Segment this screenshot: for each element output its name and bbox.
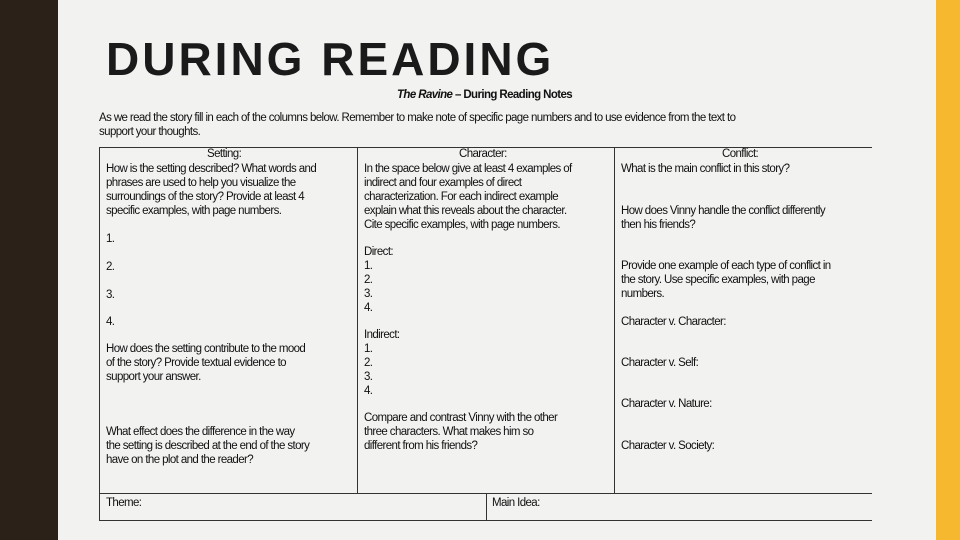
table-left-border (99, 147, 100, 521)
document-title-italic: The Ravine (397, 89, 453, 101)
conflict-type-nature: Character v. Nature: (621, 398, 712, 410)
intro-line-2: support your thoughts. (99, 126, 201, 138)
conflict-type-self: Character v. Self: (621, 357, 699, 369)
effect-question-2: the setting is described at the end of the story (106, 440, 310, 452)
mood-question-1: How does the setting contribute to the mood (106, 343, 306, 355)
document-title-rest: – During Reading Notes (452, 89, 573, 101)
direct-num-2: 2. (364, 274, 373, 286)
setting-prompt-1: How is the setting described? What words and (106, 163, 317, 175)
mood-question-3: support your answer. (106, 371, 201, 383)
compare-question-1: Compare and contrast Vinny with the other (364, 412, 558, 424)
main-idea-label: Main Idea: (492, 497, 540, 509)
setting-header: Setting: (207, 148, 242, 160)
character-prompt-3: characterization. For each indirect example (364, 191, 559, 203)
character-prompt-1: In the space below give at least 4 examples of (364, 163, 572, 175)
character-header: Character: (459, 148, 507, 160)
table-col-divider-1 (357, 147, 358, 494)
setting-prompt-4: specific examples, with page numbers. (106, 205, 282, 217)
effect-question-3: have on the plot and the reader? (106, 454, 254, 466)
indirect-num-3: 3. (364, 371, 373, 383)
setting-prompt-2: phrases are used to help you visualize the (106, 177, 296, 189)
direct-num-4: 4. (364, 302, 373, 314)
conflict-example-2: the story. Use specific examples, with page (621, 274, 815, 286)
setting-prompt-3: surroundings of the story? Provide at least 4 (106, 191, 305, 203)
mood-question-2: of the story? Provide textual evidence to (106, 357, 286, 369)
conflict-vinny-question-1: How does Vinny handle the conflict differently (621, 205, 826, 217)
direct-num-3: 3. (364, 288, 373, 300)
compare-question-2: three characters. What makes him so (364, 426, 534, 438)
indirect-label: Indirect: (364, 329, 400, 341)
conflict-type-character: Character v. Character: (621, 316, 726, 328)
slide-title: DURING READING (106, 33, 555, 85)
setting-num-3: 3. (106, 289, 115, 301)
indirect-num-1: 1. (364, 343, 373, 355)
conflict-header: Conflict: (722, 148, 759, 160)
table-theme-divider (486, 493, 487, 521)
indirect-num-4: 4. (364, 385, 373, 397)
character-prompt-2: indirect and four examples of direct (364, 177, 522, 189)
conflict-vinny-question-2: then his friends? (621, 219, 696, 231)
effect-question-1: What effect does the difference in the way (106, 426, 295, 438)
conflict-type-society: Character v. Society: (621, 440, 715, 452)
setting-num-4: 4. (106, 316, 115, 328)
character-prompt-4: explain what this reveals about the character. (364, 205, 567, 217)
intro-line-1: As we read the story fill in each of the columns below. Remember to make note of specific page numbers and to use evidence from the text to (99, 112, 736, 124)
setting-num-2: 2. (106, 261, 115, 273)
conflict-example-1: Provide one example of each type of conflict in (621, 260, 831, 272)
indirect-num-2: 2. (364, 357, 373, 369)
conflict-example-3: numbers. (621, 288, 665, 300)
theme-label: Theme: (106, 497, 142, 509)
table-col-divider-2 (614, 147, 615, 494)
direct-num-1: 1. (364, 260, 373, 272)
direct-label: Direct: (364, 246, 394, 258)
compare-question-3: different from his friends? (364, 440, 478, 452)
character-prompt-5: Cite specific examples, with page numbers. (364, 219, 560, 231)
conflict-main-question: What is the main conflict in this story? (621, 163, 790, 175)
setting-num-1: 1. (106, 233, 115, 245)
